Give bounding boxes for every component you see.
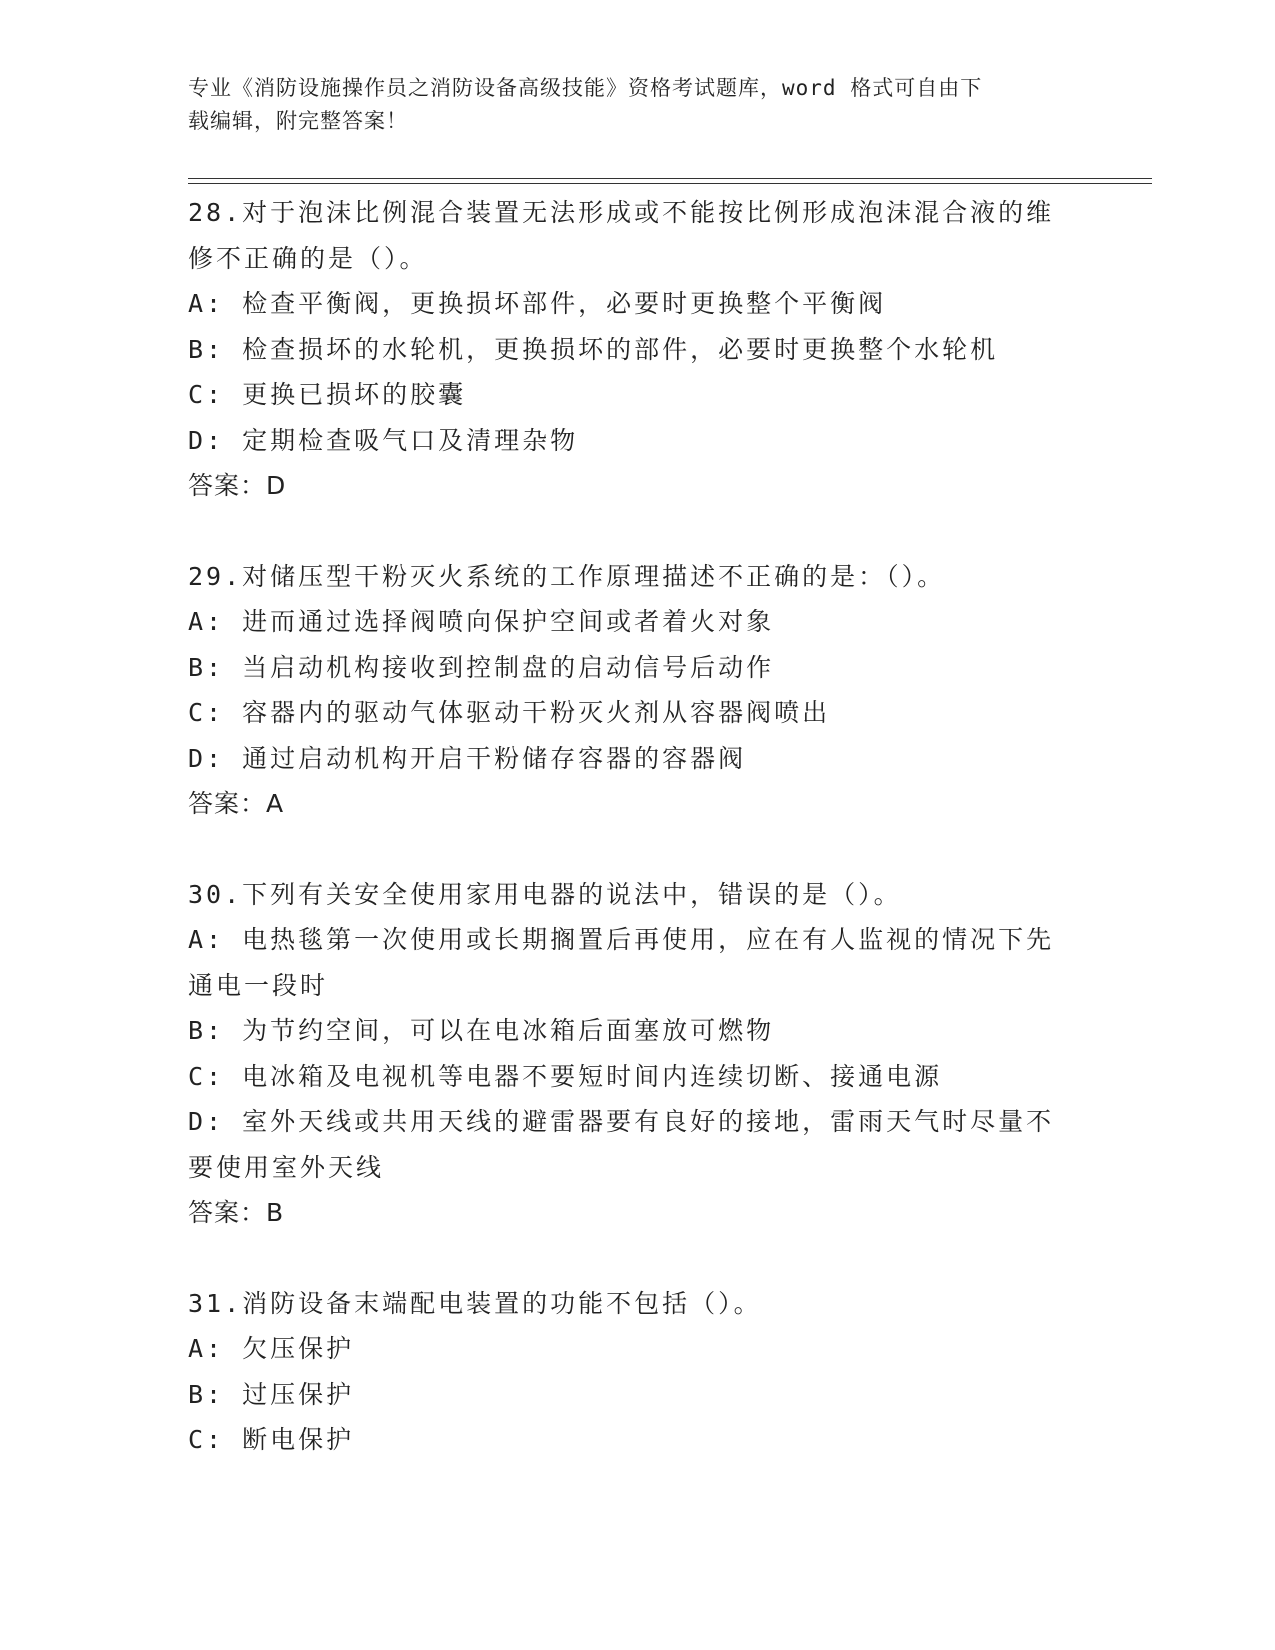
answer-option: D: 定期检查吸气口及清理杂物	[188, 425, 579, 455]
answer-option: A: 欠压保护	[188, 1334, 355, 1363]
answer-option: B: 检查损坏的水轮机，更换损坏的部件，必要时更换整个水轮机	[188, 334, 999, 364]
answer-option: C: 容器内的驱动气体驱动干粉灭火剂从容器阀喷出	[188, 698, 831, 727]
answer-option: A: 进而通过选择阀喷向保护空间或者着火对象	[188, 607, 775, 636]
answer-option: C: 更换已损坏的胶囊	[188, 380, 467, 409]
header-line: 专业《消防设施操作员之消防设备高级技能》资格考试题库，word 格式可自由下	[188, 76, 983, 100]
answer-option: B: 当启动机构接收到控制盘的启动信号后动作	[188, 652, 775, 682]
answer-option: D: 通过启动机构开启干粉储存容器的容器阀	[188, 743, 747, 773]
question-block	[188, 554, 1088, 827]
answer-option: C: 电冰箱及电视机等电器不要短时间内连续切断、接通电源	[188, 1061, 943, 1091]
answer-key: 答案：A	[188, 789, 285, 818]
answer-option: A: 检查平衡阀，更换损坏部件，必要时更换整个平衡阀	[188, 289, 887, 318]
answer-option: 通电一段时	[188, 970, 329, 1000]
question-stem: 30.下列有关安全使用家用电器的说法中，错误的是（）。	[188, 879, 902, 909]
question-block	[188, 1281, 1088, 1463]
answer-option: A: 电热毯第一次使用或长期搁置后再使用，应在有人监视的情况下先	[188, 925, 1055, 954]
answer-key: 答案：B	[188, 1198, 285, 1227]
answer-key: 答案：D	[188, 471, 287, 500]
question-block	[188, 872, 1088, 1236]
question-stem: 修不正确的是（）。	[188, 243, 428, 273]
answer-option: D: 室外天线或共用天线的避雷器要有良好的接地，雷雨天气时尽量不	[188, 1107, 1055, 1136]
question-list	[188, 190, 1088, 1508]
answer-option: B: 为节约空间，可以在电冰箱后面塞放可燃物	[188, 1016, 775, 1045]
question-stem: 31.消防设备末端配电装置的功能不包括（）。	[188, 1288, 762, 1318]
question-stem: 29.对储压型干粉灭火系统的工作原理描述不正确的是：（）。	[188, 561, 946, 591]
header-line: 载编辑，附完整答案！	[188, 109, 408, 133]
answer-option: C: 断电保护	[188, 1425, 355, 1454]
answer-option: B: 过压保护	[188, 1379, 355, 1409]
question-block	[188, 190, 1088, 509]
header-divider	[188, 178, 1152, 179]
answer-option: 要使用室外天线	[188, 1152, 385, 1182]
question-stem: 28.对于泡沫比例混合装置无法形成或不能按比例形成泡沫混合液的维	[188, 198, 1055, 227]
document-header	[188, 72, 1068, 138]
header-divider	[188, 183, 1152, 184]
